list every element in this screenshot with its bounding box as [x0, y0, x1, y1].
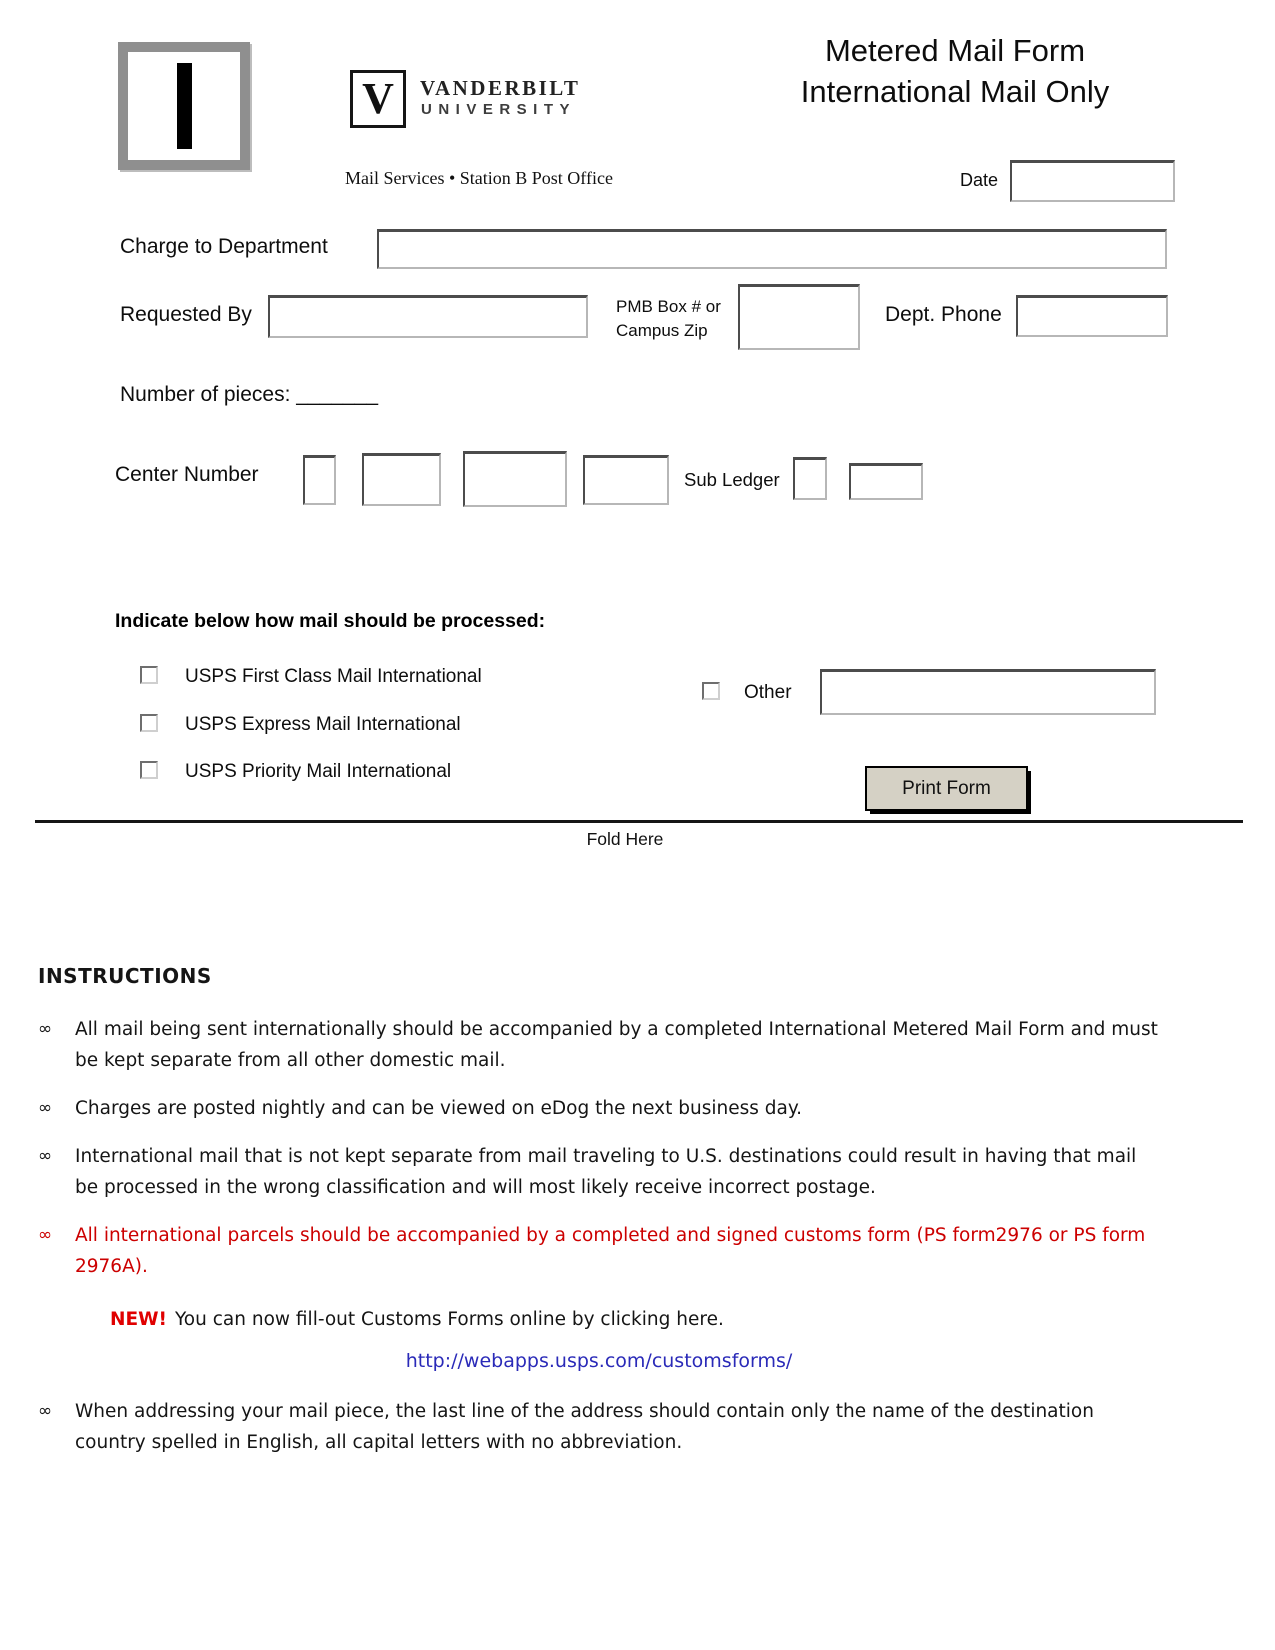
- checkbox-usps-express[interactable]: [140, 714, 158, 732]
- center-number-input-2[interactable]: [362, 453, 441, 506]
- instruction-text-3: International mail that is not kept separate from mail traveling to U.S. destinations could result in having that mail be processed in the wrong classification and will most likely receive incorrect postage.: [75, 1146, 1137, 1198]
- center-number-label: Center Number: [115, 463, 259, 486]
- bullet-icon: ∞: [38, 1019, 53, 1039]
- bullet-icon: ∞: [38, 1098, 53, 1118]
- placeholder-i-bar: [177, 63, 192, 149]
- requested-by-input[interactable]: [268, 295, 588, 338]
- form-title: [745, 30, 1165, 112]
- customs-forms-link[interactable]: http://webapps.usps.com/customsforms/: [405, 1350, 793, 1372]
- new-notice-line: [110, 1304, 1160, 1335]
- new-notice-text: You can now fill-out Customs Forms online by clicking here.: [174, 1309, 724, 1330]
- instructions-heading: INSTRUCTIONS: [38, 964, 212, 988]
- option-usps-express-label: USPS Express Mail International: [185, 714, 461, 735]
- pmb-label-line1: PMB Box # or: [616, 297, 721, 316]
- form-title-line2: International Mail Only: [800, 74, 1110, 109]
- option-usps-first-class-label: USPS First Class Mail International: [185, 666, 482, 687]
- date-input[interactable]: [1010, 160, 1175, 202]
- customs-forms-url-line: [38, 1350, 1160, 1372]
- new-badge: NEW!: [110, 1309, 167, 1330]
- bullet-icon: ∞: [38, 1401, 53, 1421]
- charge-to-department-input[interactable]: [377, 229, 1167, 269]
- sub-ledger-input-2[interactable]: [849, 463, 923, 500]
- image-placeholder: [118, 42, 250, 170]
- fold-here-label: Fold Here: [586, 829, 664, 849]
- other-label: Other: [744, 682, 792, 703]
- instruction-bullet-3: [38, 1141, 1160, 1203]
- instruction-text-1: All mail being sent internationally should be accompanied by a completed International Metered Mail Form and must be kept separate from all other domestic mail.: [75, 1019, 1158, 1071]
- number-of-pieces-label: Number of pieces: _______: [120, 383, 378, 406]
- logo-wordmark-university: UNIVERSITY: [421, 101, 577, 118]
- bullet-icon: ∞: [38, 1225, 53, 1245]
- sub-ledger-label: Sub Ledger: [684, 469, 780, 490]
- checkbox-other[interactable]: [702, 682, 720, 700]
- bullet-icon: ∞: [38, 1146, 53, 1166]
- form-title-line1: Metered Mail Form: [824, 33, 1086, 68]
- pmb-label-line2: Campus Zip: [616, 321, 708, 340]
- checkbox-usps-first-class[interactable]: [140, 666, 158, 684]
- other-input[interactable]: [820, 669, 1156, 715]
- instruction-bullet-5: [38, 1396, 1160, 1458]
- center-number-input-3[interactable]: [463, 451, 567, 507]
- instruction-text-5: When addressing your mail piece, the last line of the address should contain only the name of the destination country spelled in English, all capital letters with no abbreviation.: [75, 1401, 1094, 1453]
- vanderbilt-logo-icon: [350, 70, 406, 128]
- instruction-bullet-1: [38, 1014, 1160, 1076]
- checkbox-usps-priority[interactable]: [140, 761, 158, 779]
- option-usps-priority-label: USPS Priority Mail International: [185, 761, 452, 782]
- charge-to-department-label: Charge to Department: [120, 235, 328, 258]
- instructions-section: [38, 964, 1160, 1475]
- center-number-input-4[interactable]: [583, 455, 669, 505]
- logo-v-glyph: V: [362, 74, 394, 123]
- sub-ledger-input-1[interactable]: [793, 457, 827, 500]
- processing-heading: Indicate below how mail should be processed:: [115, 610, 546, 632]
- instruction-bullet-2: [38, 1093, 1160, 1124]
- pmb-box-input[interactable]: [738, 284, 860, 350]
- date-label: Date: [960, 170, 999, 190]
- dept-phone-label: Dept. Phone: [885, 303, 1002, 326]
- instruction-text-2: Charges are posted nightly and can be viewed on eDog the next business day.: [75, 1098, 803, 1119]
- center-number-input-1[interactable]: [303, 455, 336, 505]
- instruction-text-4: All international parcels should be accompanied by a completed and signed customs form (PS form2976 or PS form 2976A).: [75, 1225, 1146, 1277]
- fold-divider-line: [35, 820, 1243, 823]
- requested-by-label: Requested By: [120, 303, 252, 326]
- instruction-bullet-4-customs-warning: [38, 1220, 1160, 1282]
- print-form-button[interactable]: [865, 766, 1028, 811]
- logo-wordmark-vanderbilt: VANDERBILT: [420, 76, 581, 100]
- dept-phone-input[interactable]: [1016, 295, 1168, 337]
- mail-services-line: Mail Services • Station B Post Office: [345, 168, 613, 188]
- print-form-button-label: Print Form: [902, 777, 991, 799]
